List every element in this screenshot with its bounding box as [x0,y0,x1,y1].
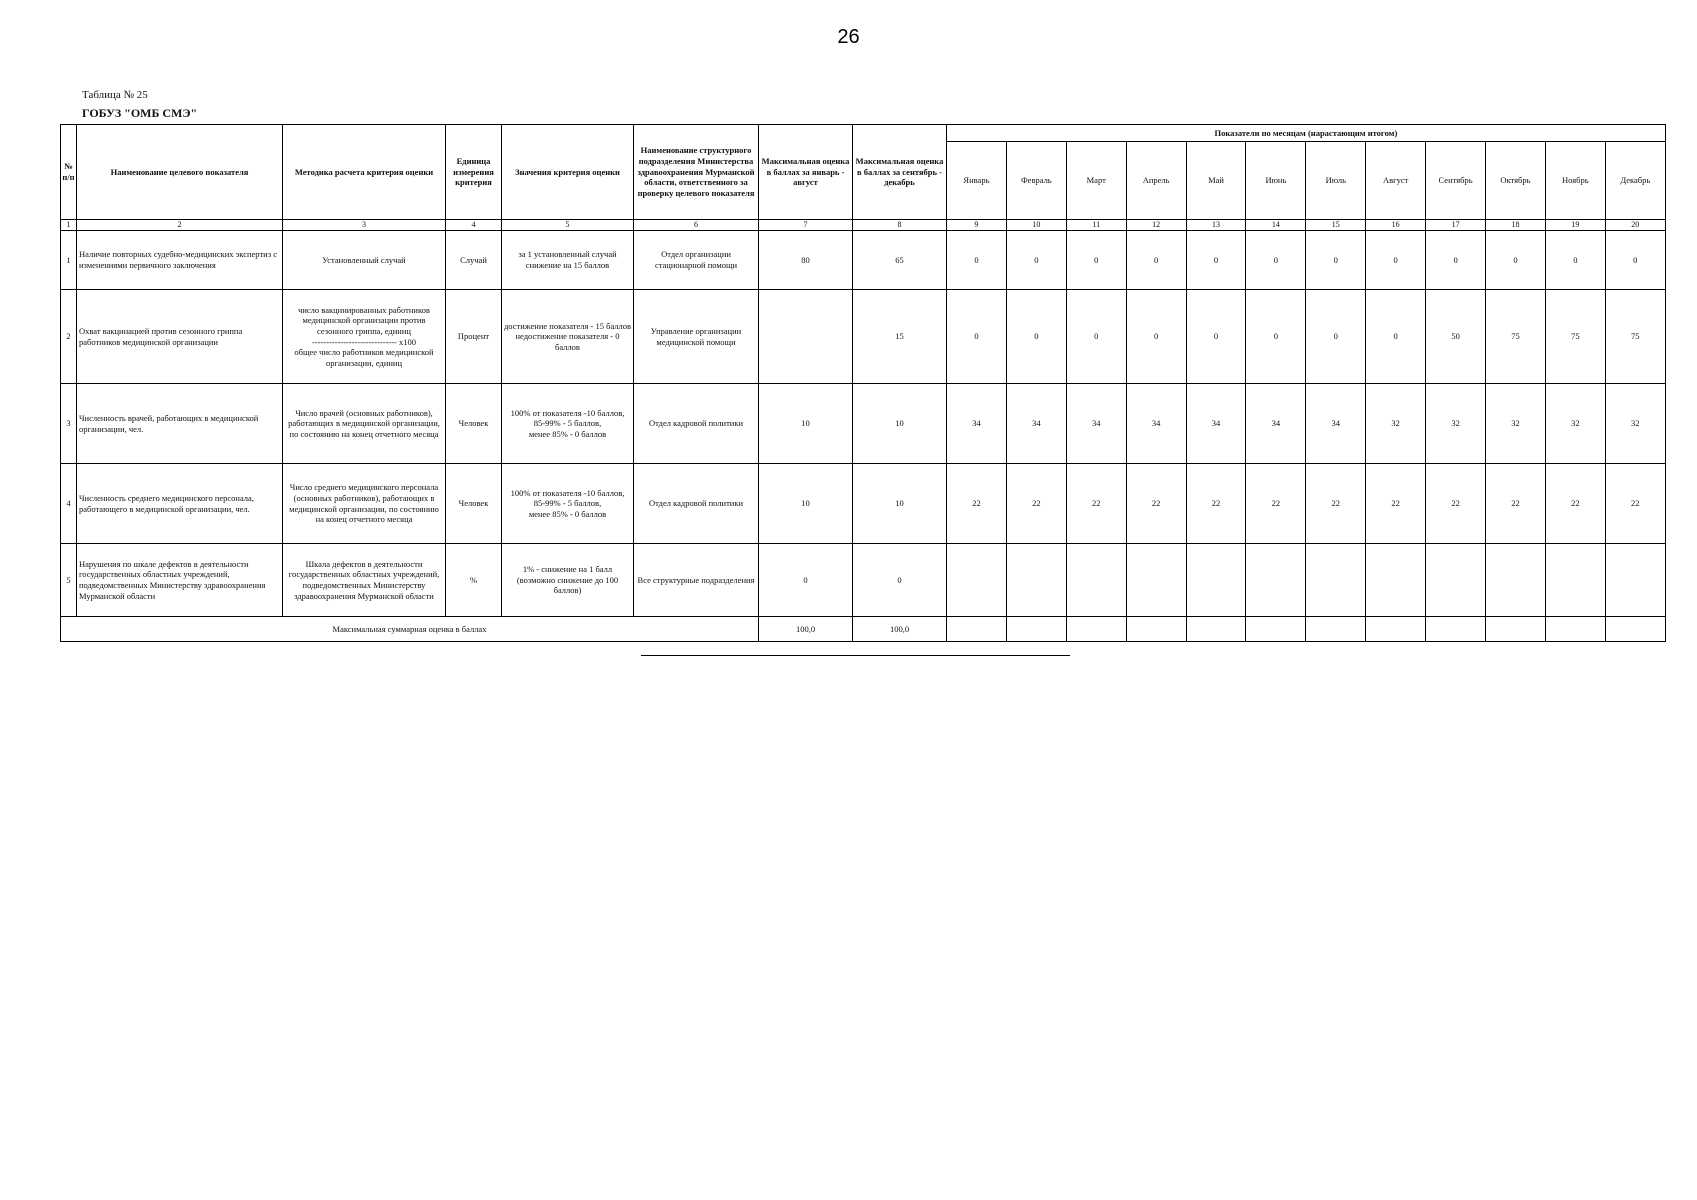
indicators-table [60,124,1666,642]
month-value [1246,544,1306,617]
month-value: 75 [1545,290,1605,384]
method [283,290,446,384]
month-value: 0 [1366,290,1426,384]
month-value [1426,544,1486,617]
column-number: 2 [77,220,283,231]
header-monthly-group: Показатели по месяцам (нарастающим итогом) [947,125,1666,142]
table-row [61,544,1666,617]
indicator-name: Численность среднего медицинского персонала, работающего в медицинской организации, чел. [77,464,283,544]
header-month: Февраль [1006,142,1066,220]
header-month: Июнь [1246,142,1306,220]
indicator-name: Численность врачей, работающих в медицинской организации, чел. [77,384,283,464]
unit: % [446,544,502,617]
month-value: 0 [1186,231,1246,290]
month-value: 0 [1006,231,1066,290]
month-value: 0 [1366,231,1426,290]
month-value: 32 [1366,384,1426,464]
month-value [1545,544,1605,617]
month-value [1006,544,1066,617]
criteria [502,384,634,464]
table-row [61,231,1666,290]
table-row [61,290,1666,384]
month-value: 22 [1426,464,1486,544]
month-value: 32 [1426,384,1486,464]
total-label: Максимальная суммарная оценка в баллах [61,617,759,642]
method-line: общее число работников медицинской организации, единиц [294,347,434,368]
total-month-cell [1126,617,1186,642]
indicator-name: Охват вакцинацией против сезонного гриппа работников медицинской организации [77,290,283,384]
column-number: 3 [283,220,446,231]
column-number: 15 [1306,220,1366,231]
max-score-jan-aug: 0 [759,544,853,617]
column-number: 11 [1066,220,1126,231]
criteria-line: 100% от показателя -10 баллов, [510,487,625,498]
month-value: 22 [1306,464,1366,544]
month-value: 0 [1306,231,1366,290]
month-value: 22 [1545,464,1605,544]
month-value: 0 [1246,231,1306,290]
criteria: за 1 установленный случай снижение на 15 баллов [502,231,634,290]
month-value: 34 [947,384,1007,464]
month-value: 34 [1246,384,1306,464]
month-value: 22 [1186,464,1246,544]
header-num: № п/п [61,125,77,220]
department: Отдел кадровой политики [634,464,759,544]
total-max-sep-dec: 100,0 [853,617,947,642]
max-score-sep-dec: 10 [853,464,947,544]
max-score-sep-dec: 0 [853,544,947,617]
column-number: 8 [853,220,947,231]
row-number: 2 [61,290,77,384]
total-month-cell [1066,617,1126,642]
criteria-line: 85-99% - 5 баллов, [533,418,602,429]
department: Все структурные подразделения [634,544,759,617]
month-value: 34 [1186,384,1246,464]
month-value: 32 [1545,384,1605,464]
end-of-table-line [641,655,1070,656]
month-value [1486,544,1546,617]
header-month: Апрель [1126,142,1186,220]
column-number: 5 [502,220,634,231]
unit: Случай [446,231,502,290]
month-value: 75 [1605,290,1665,384]
header-max-sep-dec: Максимальная оценка в баллах за сентябрь - декабрь [853,125,947,220]
month-value: 0 [1486,231,1546,290]
column-number: 17 [1426,220,1486,231]
total-row [61,617,1666,642]
method: Число среднего медицинского персонала (основных работников), работающих в медицинской организации, по состоянию на конец отчетного месяца [283,464,446,544]
method: Установленный случай [283,231,446,290]
max-score-jan-aug: 10 [759,464,853,544]
month-value: 22 [1126,464,1186,544]
header-indicator-name: Наименование целевого показателя [77,125,283,220]
page-number: 26 [837,26,860,48]
criteria-line: достижение показателя - 15 баллов [503,320,632,331]
month-value: 50 [1426,290,1486,384]
month-value: 22 [1366,464,1426,544]
column-number: 14 [1246,220,1306,231]
month-value: 0 [1426,231,1486,290]
total-month-cell [1006,617,1066,642]
header-department: Наименование структурного подразделения Министерства здравоохранения Мурманской области, ответственного за проверку целевого показателя [634,125,759,220]
criteria [502,290,634,384]
header-max-jan-aug: Максимальная оценка в баллах за январь - август [759,125,853,220]
month-value: 0 [1066,290,1126,384]
department: Отдел организации стационарной помощи [634,231,759,290]
header-month: Ноябрь [1545,142,1605,220]
header-month: Август [1366,142,1426,220]
column-number: 19 [1545,220,1605,231]
header-month: Декабрь [1605,142,1665,220]
criteria: 1% - снижение на 1 балл (возможно снижение до 100 баллов) [502,544,634,617]
column-number: 6 [634,220,759,231]
criteria-line: 85-99% - 5 баллов, [533,498,602,509]
max-score-sep-dec: 10 [853,384,947,464]
header-unit: Единица измерения критерия [446,125,502,220]
month-value: 0 [947,290,1007,384]
header-month: Октябрь [1486,142,1546,220]
indicator-name: Наличие повторных судебно-медицинских экспертиз с изменениями первичного заключения [77,231,283,290]
table-row [61,384,1666,464]
header-criteria: Значения критерия оценки [502,125,634,220]
header-month: Март [1066,142,1126,220]
month-value: 22 [1066,464,1126,544]
unit: Человек [446,464,502,544]
month-value: 0 [1605,231,1665,290]
month-value: 34 [1066,384,1126,464]
month-value: 0 [1306,290,1366,384]
column-number: 9 [947,220,1007,231]
month-value [1366,544,1426,617]
month-value [1066,544,1126,617]
month-value: 0 [1006,290,1066,384]
column-number: 10 [1006,220,1066,231]
column-number: 4 [446,220,502,231]
column-number-row [61,220,1666,231]
organization-title: ГОБУЗ "ОМБ СМЭ" [82,106,198,120]
total-month-cell [1545,617,1605,642]
table-caption: Таблица № 25 [82,89,148,101]
month-value: 0 [1126,290,1186,384]
method-line: число вакцинированных работников медицинской организации против сезонного гриппа, единиц [298,304,430,336]
total-max-jan-aug: 100,0 [759,617,853,642]
month-value [1306,544,1366,617]
month-value: 32 [1605,384,1665,464]
total-month-cell [1486,617,1546,642]
month-value [1126,544,1186,617]
month-value: 0 [1545,231,1605,290]
month-value: 22 [1246,464,1306,544]
column-number: 16 [1366,220,1426,231]
row-number: 5 [61,544,77,617]
indicator-name: Нарушения по шкале дефектов в деятельности государственных областных учреждений, подведомственных Министерству здравоохранения Мурманской области [77,544,283,617]
method-line: ------------------------------ х100 [311,336,417,347]
month-value [947,544,1007,617]
header-month: Май [1186,142,1246,220]
total-month-cell [1306,617,1366,642]
max-score-sep-dec: 65 [853,231,947,290]
total-month-cell [1605,617,1665,642]
row-number: 3 [61,384,77,464]
table-row [61,464,1666,544]
month-value: 0 [947,231,1007,290]
row-number: 1 [61,231,77,290]
column-number: 20 [1605,220,1665,231]
month-value: 0 [1066,231,1126,290]
month-value: 34 [1126,384,1186,464]
month-value [1186,544,1246,617]
header-month: Сентябрь [1426,142,1486,220]
month-value: 34 [1306,384,1366,464]
max-score-jan-aug: 80 [759,231,853,290]
header-month: Июль [1306,142,1366,220]
total-month-cell [1186,617,1246,642]
department: Отдел кадровой политики [634,384,759,464]
department: Управление организации медицинской помощи [634,290,759,384]
month-value: 0 [1186,290,1246,384]
month-value: 22 [1486,464,1546,544]
total-month-cell [947,617,1007,642]
method: Число врачей (основных работников), работающих в медицинской организации, по состоянию на конец отчетного месяца [283,384,446,464]
row-number: 4 [61,464,77,544]
criteria-line: 100% от показателя -10 баллов, [510,407,625,418]
total-month-cell [1366,617,1426,642]
criteria-line: менее 85% - 0 баллов [528,508,607,519]
max-score-jan-aug [759,290,853,384]
month-value: 75 [1486,290,1546,384]
month-value: 0 [1126,231,1186,290]
criteria-line: недостижение показателя - 0 баллов [515,331,620,352]
month-value: 0 [1246,290,1306,384]
header-month: Январь [947,142,1007,220]
month-value: 32 [1486,384,1546,464]
column-number: 7 [759,220,853,231]
month-value: 22 [947,464,1007,544]
month-value: 22 [1006,464,1066,544]
max-score-jan-aug: 10 [759,384,853,464]
column-number: 1 [61,220,77,231]
column-number: 18 [1486,220,1546,231]
method: Шкала дефектов в деятельности государственных областных учреждений, подведомственных Министерству здравоохранения Мурманской области [283,544,446,617]
total-month-cell [1246,617,1306,642]
unit: Процент [446,290,502,384]
column-number: 12 [1126,220,1186,231]
column-number: 13 [1186,220,1246,231]
header-method: Методика расчета критерия оценки [283,125,446,220]
month-value: 34 [1006,384,1066,464]
month-value: 22 [1605,464,1665,544]
month-value [1605,544,1665,617]
max-score-sep-dec: 15 [853,290,947,384]
criteria-line: менее 85% - 0 баллов [528,428,607,439]
total-month-cell [1426,617,1486,642]
criteria [502,464,634,544]
unit: Человек [446,384,502,464]
